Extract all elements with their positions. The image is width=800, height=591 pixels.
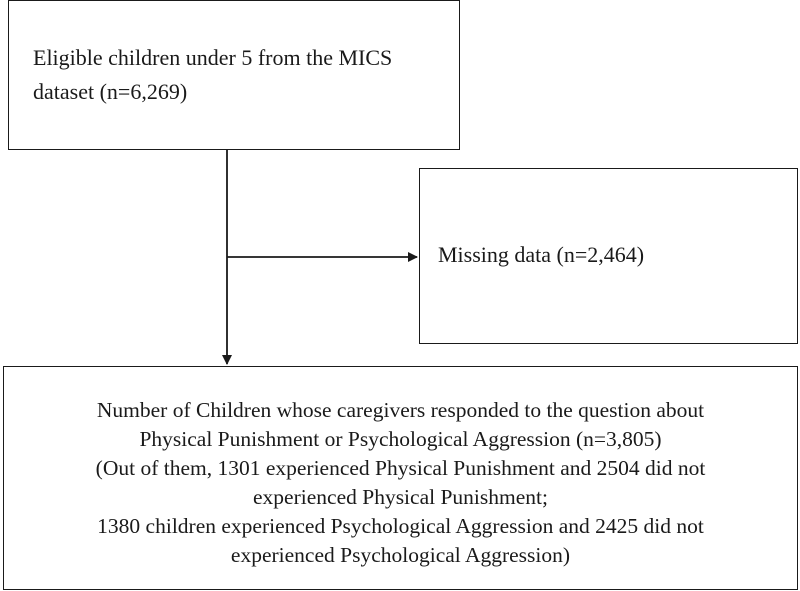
responded-line-5: 1380 children experienced Psychological Aggression and 2425 did not [97,514,704,538]
missing-data-box [419,168,798,344]
responded-children-box [3,366,798,590]
responded-line-1: Number of Children whose caregivers responded to the question about [96,398,705,422]
responded-line-4: experienced Physical Punishment; [253,485,548,509]
eligible-line-1: Eligible children under 5 from the MICS [33,45,393,70]
eligible-line-2: dataset (n=6,269) [33,79,188,104]
eligible-children-box [8,0,460,150]
responded-line-3: (Out of them, 1301 experienced Physical Punishment and 2504 did not [95,456,706,480]
responded-line-6: experienced Psychological Aggression) [230,543,571,567]
responded-line-2: Physical Punishment or Psychological Aggression (n=3,805) [139,427,662,451]
missing-data-label: Missing data (n=2,464) [438,242,645,267]
